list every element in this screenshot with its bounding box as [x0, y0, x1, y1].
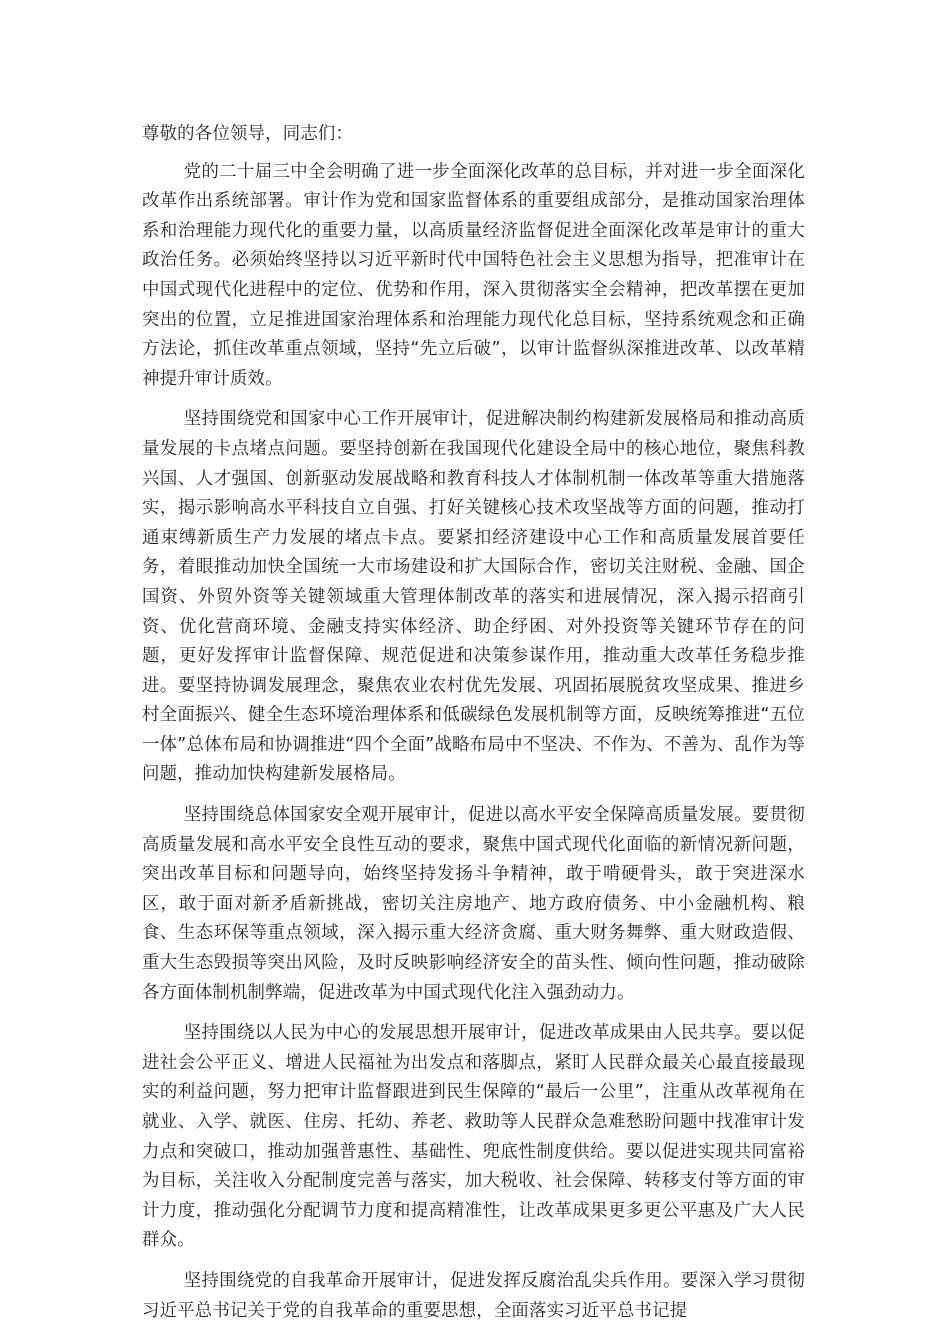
paragraph-intro: 党的二十届三中全会明确了进一步全面深化改革的总目标，并对进一步全面深化改革作出系统部署。审计作为党和国家监督体系的重要组成部分，是推动国家治理体系和治理能力现代化的重要力量，以高质量经济监督促进全面深化改革是审计的重大政治任务。必须始终坚持以习近平新时代中国特色社会主义思想为指导，把准审计在中国式现代化进程中的定位、优势和作用，深入贯彻落实全会精神，把改革摆在更加突出的位置，立足推进国家治理体系和治理能力现代化总目标，坚持系统观念和正确方法论，抓住改革重点领域，坚持“先立后破”，以审计监督纵深推进改革、以改革精神提升审计质效。 — [142, 161, 805, 389]
salutation: 尊敬的各位领导，同志们： — [142, 124, 354, 144]
paragraph-self-revolution: 坚持围绕党的自我革命开展审计，促进发挥反腐治乱尖兵作用。要深入学习贯彻习近平总书记关于党的自我革命的重要思想，全面落实习近平总书记提 — [142, 1270, 805, 1321]
paragraph-national-security: 坚持围绕总体国家安全观开展审计，促进以高水平安全保障高质量发展。要贯彻高质量发展和高水平安全良性互动的要求，聚焦中国式现代化面临的新情况新问题，突出改革目标和问题导向，始终坚持发扬斗争精神，敢于啃硬骨头，敢于突进深水区，敢于面对新矛盾新挑战，密切关注房地产、地方政府债务、中小金融机构、粮食、生态环保等重点领域，深入揭示重大经济贪腐、重大财务舞弊、重大财政造假、重大生态毁损等突出风险，及时反映影响经济安全的苗头性、倾向性问题，推动破除各方面体制机制弊端，促进改革为中国式现代化注入强劲动力。 — [142, 805, 805, 1003]
paragraph-central-work: 坚持围绕党和国家中心工作开展审计，促进解决制约构建新发展格局和推动高质量发展的卡点堵点问题。要坚持创新在我国现代化建设全局中的核心地位，聚焦科教兴国、人才强国、创新驱动发展战略和教育科技人才体制机制一体改革等重大措施落实，揭示影响高水平科技自立自强、打好关键核心技术攻坚战等方面的问题，推动打通束缚新质生产力发展的堵点卡点。要紧扣经济建设中心工作和高质量发展首要任务，着眼推动加快全国统一大市场建设和扩大国际合作，密切关注财税、金融、国企国资、外贸外资等关键领域重大管理体制改革的落实和进展情况，深入揭示招商引资、优化营商环境、金融支持实体经济、助企纾困、对外投资等关键环节存在的问题，更好发挥审计监督保障、规范促进和决策参谋作用，推动重大改革任务稳步推进。要坚持协调发展理念，聚焦农业农村优先发展、巩固拓展脱贫攻坚成果、推进乡村全面振兴、健全生态环境治理体系和低碳绿色发展机制等方面，反映统筹推进“五位一体”总体布局和协调推进“四个全面”战略布局中不坚决、不作为、不善为、乱作为等问题，推动加快构建新发展格局。 — [142, 409, 805, 785]
document-body — [142, 120, 805, 1337]
paragraph-people-centered: 坚持围绕以人民为中心的发展思想开展审计，促进改革成果由人民共享。要以促进社会公平正义、增进人民福祉为出发点和落脚点，紧盯人民群众最关心最直接最现实的利益问题，努力把审计监督跟进到民生保障的“最后一公里”，注重从改革视角在就业、入学、就医、住房、托幼、养老、救助等人民群众急难愁盼问题中找准审计发力点和突破口，推动加强普惠性、基础性、兜底性制度供给。要以促进实现共同富裕为目标，关注收入分配制度完善与落实，加大税收、社会保障、转移支付等方面的审计力度，推动强化分配调节力度和提高精准性，让改革成果更多更公平惠及广大人民群众。 — [142, 1023, 805, 1251]
